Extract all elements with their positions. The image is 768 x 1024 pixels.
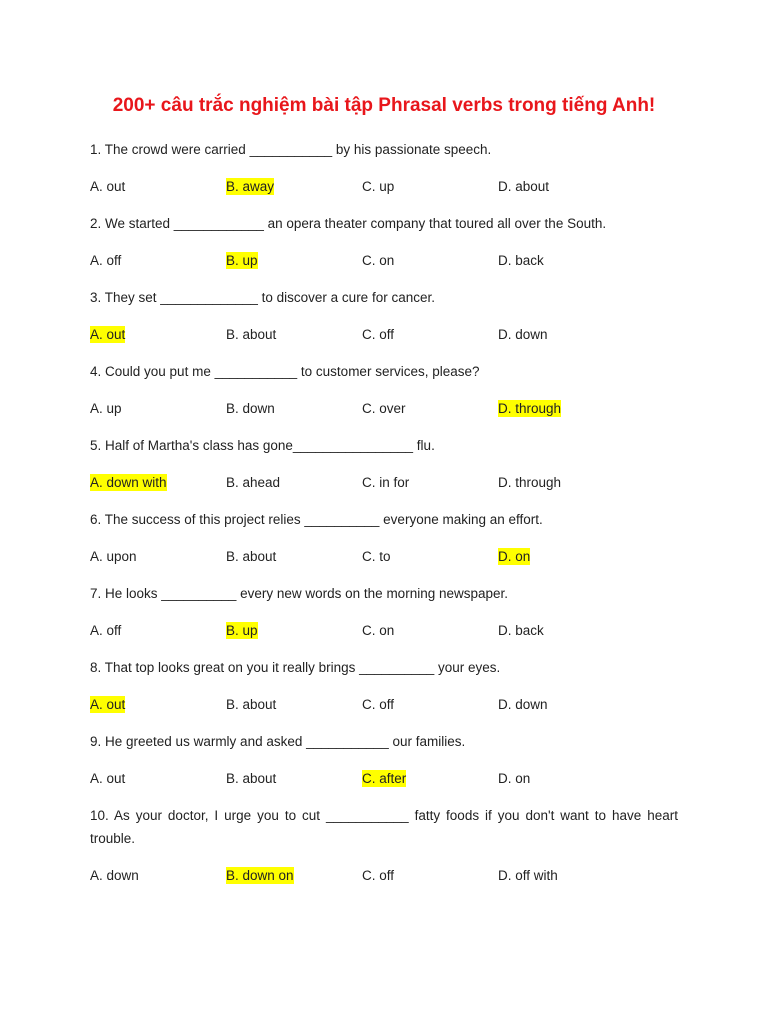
option-b: B. up (226, 252, 258, 268)
answer-options (90, 249, 678, 272)
option-d: D. through (498, 474, 562, 490)
answer-options (90, 693, 678, 716)
option-c: C. off (362, 326, 395, 342)
question-10 (90, 804, 678, 887)
option-c: C. off (362, 867, 395, 883)
option-a: A. off (90, 622, 122, 638)
question-text: 8. That top looks great on you it really brings __________ your eyes. (90, 660, 501, 675)
option-d: D. off with (498, 867, 558, 883)
option-a: A. down with (90, 474, 167, 490)
option-c: C. over (362, 400, 406, 416)
option-a: A. up (90, 400, 122, 416)
option-b: B. away (226, 178, 275, 194)
answer-options (90, 323, 678, 346)
page-title: 200+ câu trắc nghiệm bài tập Phrasal verbs trong tiếng Anh! (112, 95, 656, 116)
question-4 (90, 360, 678, 420)
option-a: A. out (90, 326, 126, 342)
question-text: 7. He looks __________ every new words on the morning newspaper. (90, 586, 509, 601)
option-c: C. up (362, 178, 395, 194)
question-text: 10. As your doctor, I urge you to cut ___________ fatty foods if you don't want to have heart trouble. (90, 808, 678, 846)
option-c: C. to (362, 548, 391, 564)
option-a: A. out (90, 178, 126, 194)
question-7 (90, 582, 678, 642)
option-c: C. after (362, 770, 407, 786)
answer-options (90, 767, 678, 790)
option-a: A. off (90, 252, 122, 268)
option-b: B. down (226, 400, 275, 416)
option-c: C. on (362, 622, 395, 638)
answer-options (90, 175, 678, 198)
option-a: A. out (90, 770, 126, 786)
answer-options (90, 864, 678, 887)
question-text: 4. Could you put me ___________ to customer services, please? (90, 364, 480, 379)
question-1 (90, 138, 678, 198)
option-a: A. down (90, 867, 139, 883)
question-5 (90, 434, 678, 494)
option-b: B. ahead (226, 474, 281, 490)
question-9 (90, 730, 678, 790)
answer-options (90, 471, 678, 494)
option-b: B. about (226, 770, 277, 786)
option-b: B. about (226, 548, 277, 564)
option-b: B. down on (226, 867, 294, 883)
option-d: D. about (498, 178, 550, 194)
answer-options (90, 397, 678, 420)
option-c: C. on (362, 252, 395, 268)
option-d: D. back (498, 252, 544, 268)
question-list (90, 138, 678, 901)
question-2 (90, 212, 678, 272)
question-text: 6. The success of this project relies __________ everyone making an effort. (90, 512, 543, 527)
option-b: B. about (226, 326, 277, 342)
option-a: A. upon (90, 548, 137, 564)
answer-options (90, 619, 678, 642)
question-text: 3. They set _____________ to discover a cure for cancer. (90, 290, 435, 305)
option-d: D. down (498, 326, 548, 342)
question-6 (90, 508, 678, 568)
answer-options (90, 545, 678, 568)
option-b: B. about (226, 696, 277, 712)
option-a: A. out (90, 696, 126, 712)
option-c: C. in for (362, 474, 410, 490)
option-d: D. back (498, 622, 544, 638)
option-d: D. on (498, 770, 531, 786)
option-b: B. up (226, 622, 258, 638)
option-d: D. on (498, 548, 531, 564)
question-text: 9. He greeted us warmly and asked ___________ our families. (90, 734, 466, 749)
question-text: 1. The crowd were carried ___________ by his passionate speech. (90, 142, 492, 157)
question-text: 2. We started ____________ an opera theater company that toured all over the South. (90, 216, 607, 231)
question-8 (90, 656, 678, 716)
option-d: D. through (498, 400, 562, 416)
option-d: D. down (498, 696, 548, 712)
question-3 (90, 286, 678, 346)
question-text: 5. Half of Martha's class has gone________________ flu. (90, 438, 435, 453)
option-c: C. off (362, 696, 395, 712)
